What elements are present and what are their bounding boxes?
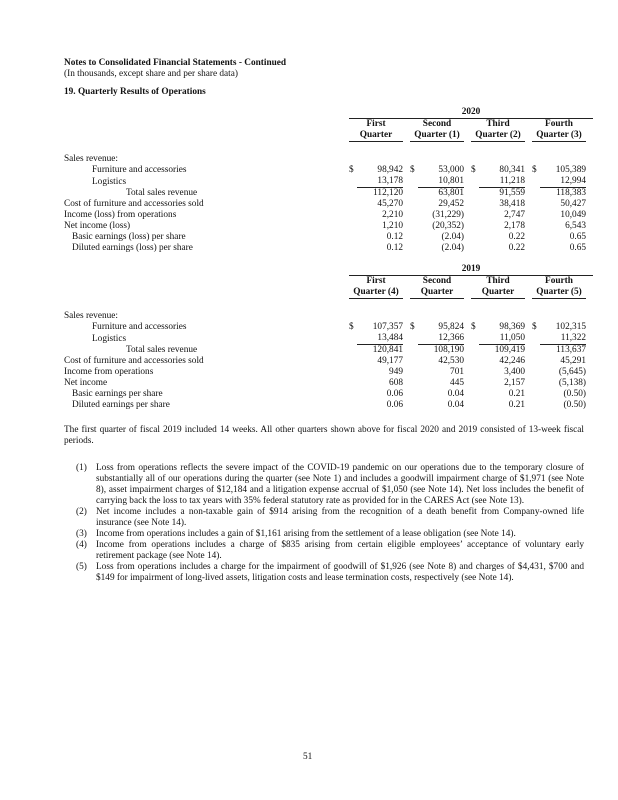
dollar-sign [532, 210, 540, 221]
footnote-number: (3) [76, 529, 87, 539]
quarterly-table-2020 [64, 107, 593, 254]
row-value: 2,747 [504, 210, 525, 220]
row-value: 13,484 [357, 333, 410, 345]
dollar-sign [410, 221, 418, 232]
row-value: 113,637 [556, 345, 586, 355]
row-value: 0.12 [386, 243, 403, 253]
row-label: Diluted earnings (loss) per share [72, 243, 193, 253]
dollar-sign [349, 221, 357, 232]
row-value: 109,419 [494, 345, 525, 355]
row-value: (2.04) [441, 232, 464, 242]
row-value: (5,138) [558, 378, 586, 388]
dollar-sign [349, 188, 357, 199]
dollar-sign [471, 389, 479, 400]
row-value: 49,177 [377, 356, 403, 366]
footnote [76, 463, 584, 507]
dollar-sign [532, 356, 540, 367]
row-value: 0.22 [508, 232, 525, 242]
row-label: Sales revenue: [64, 311, 118, 321]
dollar-sign [532, 243, 540, 254]
year-header: 2019 [349, 264, 593, 276]
row-label: Net income (loss) [64, 221, 131, 231]
row-value: 53,000 [438, 165, 464, 175]
dollar-sign [349, 176, 357, 188]
row-label: Net income [64, 378, 108, 388]
row-value: 6,543 [565, 221, 586, 231]
row-value: 107,357 [372, 322, 403, 332]
row-label: Total sales revenue [126, 345, 198, 355]
dollar-sign [349, 345, 357, 356]
row-label: Income (loss) from operations [64, 210, 177, 220]
column-header: Quarter [471, 287, 532, 299]
dollar-sign [349, 199, 357, 210]
row-value: (5,645) [558, 367, 586, 377]
footnote-text: Income from operations includes a gain of $1,161 arising from the settlement of a lease obligation (see Note 14). [96, 529, 516, 539]
row-value: 0.65 [569, 243, 586, 253]
row-value: 38,418 [499, 199, 525, 209]
dollar-sign [471, 400, 479, 411]
row-value: 701 [450, 367, 464, 377]
dollar-sign [532, 221, 540, 232]
row-value: 108,190 [433, 345, 464, 355]
row-value: 45,291 [560, 356, 586, 366]
spacer [64, 107, 349, 119]
table-row [64, 188, 593, 199]
table-row [64, 232, 593, 243]
row-value: 10,801 [418, 176, 471, 188]
dollar-sign [471, 232, 479, 243]
dollar-sign [349, 210, 357, 221]
row-value: 11,050 [479, 333, 532, 345]
section-title: 19. Quarterly Results of Operations [64, 87, 206, 97]
row-value: 3,400 [504, 367, 525, 377]
dollar-sign [349, 400, 357, 411]
dollar-sign [532, 232, 540, 243]
table-row [64, 345, 593, 356]
dollar-sign [471, 188, 479, 199]
footnote [76, 562, 584, 584]
dollar-sign [532, 176, 540, 188]
spacer [64, 276, 349, 288]
spacer [64, 119, 349, 131]
row-value [418, 311, 471, 322]
dollar-sign: $ [532, 322, 537, 332]
row-value: 12,994 [540, 176, 593, 188]
row-value: 112,120 [373, 188, 403, 198]
dollar-sign [532, 367, 540, 378]
row-value [357, 154, 410, 165]
row-value: 120,841 [372, 345, 403, 355]
footnote-number: (2) [76, 507, 87, 517]
row-value: 0.06 [386, 400, 403, 410]
quarterly-table-2019 [64, 264, 593, 411]
row-value: 0.04 [447, 400, 464, 410]
footnote-number: (1) [76, 463, 87, 473]
dollar-sign [532, 311, 540, 322]
dollar-sign [410, 188, 418, 199]
row-value [479, 311, 532, 322]
row-label: Total sales revenue [126, 188, 198, 198]
page-number: 51 [303, 752, 313, 762]
footnote-number: (4) [76, 540, 87, 550]
dollar-sign [471, 199, 479, 210]
footnote-number: (5) [76, 562, 87, 572]
dollar-sign [532, 188, 540, 199]
row-value: 42,530 [438, 356, 464, 366]
dollar-sign [532, 378, 540, 389]
row-value [357, 311, 410, 322]
dollar-sign: $ [349, 322, 354, 332]
column-header: Fourth [545, 276, 573, 286]
row-value: 0.04 [447, 389, 464, 399]
row-label: Cost of furniture and accessories sold [64, 356, 204, 366]
row-value: 0.06 [386, 389, 403, 399]
column-header: Second [422, 119, 452, 129]
row-value: 45,270 [377, 199, 403, 209]
dollar-sign [349, 243, 357, 254]
table-row [64, 333, 593, 345]
column-header: Quarter (4) [349, 287, 410, 299]
dollar-sign: $ [410, 165, 415, 175]
row-value: 11,322 [540, 333, 593, 345]
footnote [76, 540, 584, 562]
row-value [540, 154, 593, 165]
column-header: Quarter (5) [532, 287, 593, 299]
year-header: 2020 [349, 107, 593, 119]
table-row [64, 322, 593, 333]
dollar-sign [410, 345, 418, 356]
table-row [64, 400, 593, 411]
dollar-sign [532, 400, 540, 411]
row-value: 50,427 [560, 199, 586, 209]
column-header: Quarter (1) [410, 130, 471, 142]
table-row [64, 243, 593, 254]
spacer [64, 287, 349, 299]
column-header: First [366, 119, 386, 129]
row-label: Diluted earnings per share [72, 400, 170, 410]
row-value: 42,246 [499, 356, 525, 366]
column-header: Quarter (2) [471, 130, 532, 142]
column-header: Quarter (3) [532, 130, 593, 142]
table-row [64, 210, 593, 221]
row-value: 0.21 [508, 400, 525, 410]
footnote-text: Income from operations includes a charge of $835 arising from certain eligible employees’ acceptance of voluntary early retirement package (see Note 14). [96, 540, 584, 561]
table-row [64, 378, 593, 389]
row-label: Cost of furniture and accessories sold [64, 199, 204, 209]
table-row [64, 311, 593, 322]
row-value: 1,210 [382, 221, 403, 231]
row-value: 118,383 [556, 188, 586, 198]
spacer [64, 142, 593, 154]
row-value: 91,559 [499, 188, 525, 198]
row-label: Basic earnings per share [72, 389, 163, 399]
dollar-sign [349, 389, 357, 400]
row-value: 13,178 [357, 176, 410, 188]
dollar-sign: $ [471, 322, 476, 332]
dollar-sign [349, 154, 357, 165]
row-label: Sales revenue: [64, 154, 118, 164]
row-value: 63,801 [438, 188, 464, 198]
row-value: (2.04) [441, 243, 464, 253]
dollar-sign [471, 311, 479, 322]
row-label: Basic earnings (loss) per share [72, 232, 186, 242]
dollar-sign: $ [471, 165, 476, 175]
dollar-sign [349, 232, 357, 243]
dollar-sign [349, 367, 357, 378]
column-header: Fourth [545, 119, 573, 129]
footnote [76, 507, 584, 529]
row-value: 29,452 [438, 199, 464, 209]
dollar-sign [471, 221, 479, 232]
spacer [64, 264, 349, 276]
table-row [64, 367, 593, 378]
row-value: (0.50) [563, 389, 586, 399]
dollar-sign [349, 356, 357, 367]
dollar-sign: $ [349, 165, 354, 175]
row-value: 0.22 [508, 243, 525, 253]
row-value: 2,178 [504, 221, 525, 231]
column-header: Second [422, 276, 452, 286]
dollar-sign [410, 400, 418, 411]
row-value: 105,389 [555, 165, 586, 175]
notes-title: Notes to Consolidated Financial Statements - Continued [64, 58, 287, 68]
row-value: 102,315 [555, 322, 586, 332]
dollar-sign [532, 154, 540, 165]
dollar-sign [532, 389, 540, 400]
dollar-sign [471, 243, 479, 254]
column-header: Quarter [349, 130, 410, 142]
column-header: Third [486, 119, 510, 129]
row-value: 12,366 [418, 333, 471, 345]
dollar-sign [349, 378, 357, 389]
dollar-sign [410, 243, 418, 254]
dollar-sign [410, 356, 418, 367]
spacer [64, 299, 593, 311]
table-row [64, 221, 593, 232]
column-header: Third [486, 276, 510, 286]
row-value: 11,218 [479, 176, 532, 188]
row-value [418, 154, 471, 165]
table-row [64, 176, 593, 188]
row-value: 10,049 [560, 210, 586, 220]
fiscal-periods-note: The first quarter of fiscal 2019 included 14 weeks. All other quarters shown above for fiscal 2020 and 2019 consisted of 13-week fiscal periods. [64, 425, 584, 446]
row-value: 445 [450, 378, 464, 388]
footnote-text: Net income includes a non-taxable gain of $914 arising from the recognition of a death benefit from Company-owned life insurance (see Note 14). [96, 507, 584, 528]
dollar-sign [471, 367, 479, 378]
dollar-sign [410, 176, 418, 188]
footnote-text: Loss from operations reflects the severe impact of the COVID-19 pandemic on our operations due to the temporary closure of substantially all of our operations during the quarter (see Note 1) and includes a goodwill impairment charge of $1,971 (see Note 8), asset impairment charges of $12,184 and a litigation expense accrual of $1,050 (see Note 14). Net loss includes the benefit of carrying back the loss to tax years with 35% federal statutory rate as provided for in the CARES Act (see Note 13). [96, 463, 584, 506]
dollar-sign [471, 356, 479, 367]
row-value: 949 [389, 367, 403, 377]
dollar-sign [410, 232, 418, 243]
row-value: 608 [389, 378, 403, 388]
table-row [64, 165, 593, 176]
row-value [479, 154, 532, 165]
row-value: 0.21 [508, 389, 525, 399]
dollar-sign [471, 378, 479, 389]
dollar-sign [532, 345, 540, 356]
row-value [540, 311, 593, 322]
row-value: (31,229) [432, 210, 464, 220]
row-label: Logistics [92, 334, 127, 344]
notes-subtitle: (In thousands, except share and per share data) [64, 69, 238, 79]
table-row [64, 154, 593, 165]
row-value: (20,352) [432, 221, 464, 231]
dollar-sign [410, 311, 418, 322]
dollar-sign [471, 345, 479, 356]
footnote [76, 529, 584, 540]
row-label: Income from operations [64, 367, 154, 377]
dollar-sign [410, 210, 418, 221]
table-row [64, 199, 593, 210]
dollar-sign [532, 199, 540, 210]
column-header: First [366, 276, 386, 286]
dollar-sign: $ [532, 165, 537, 175]
table-row [64, 356, 593, 367]
dollar-sign [410, 333, 418, 345]
row-value: 98,942 [377, 165, 403, 175]
row-value: (0.50) [563, 400, 586, 410]
table-row [64, 389, 593, 400]
dollar-sign [349, 333, 357, 345]
dollar-sign [471, 333, 479, 345]
dollar-sign [471, 210, 479, 221]
dollar-sign [410, 389, 418, 400]
row-value: 98,369 [499, 322, 525, 332]
dollar-sign [471, 154, 479, 165]
row-label: Furniture and accessories [92, 165, 187, 175]
row-value: 95,824 [438, 322, 464, 332]
spacer [64, 130, 349, 142]
row-value: 80,341 [499, 165, 525, 175]
dollar-sign [410, 199, 418, 210]
dollar-sign [410, 367, 418, 378]
dollar-sign [349, 311, 357, 322]
row-label: Furniture and accessories [92, 322, 187, 332]
row-value: 2,157 [504, 378, 525, 388]
row-label: Logistics [92, 177, 127, 187]
dollar-sign [410, 154, 418, 165]
dollar-sign [410, 378, 418, 389]
row-value: 0.65 [569, 232, 586, 242]
dollar-sign [471, 176, 479, 188]
dollar-sign: $ [410, 322, 415, 332]
row-value: 0.12 [386, 232, 403, 242]
footnote-text: Loss from operations includes a charge for the impairment of goodwill of $1,926 (see Note 8) and charges of $4,431, $700 and $149 for impairment of long-lived assets, litigation costs and lease termination costs, respectively (see Note 14). [96, 562, 584, 583]
dollar-sign [532, 333, 540, 345]
row-value: 2,210 [382, 210, 403, 220]
column-header: Quarter [410, 287, 471, 299]
